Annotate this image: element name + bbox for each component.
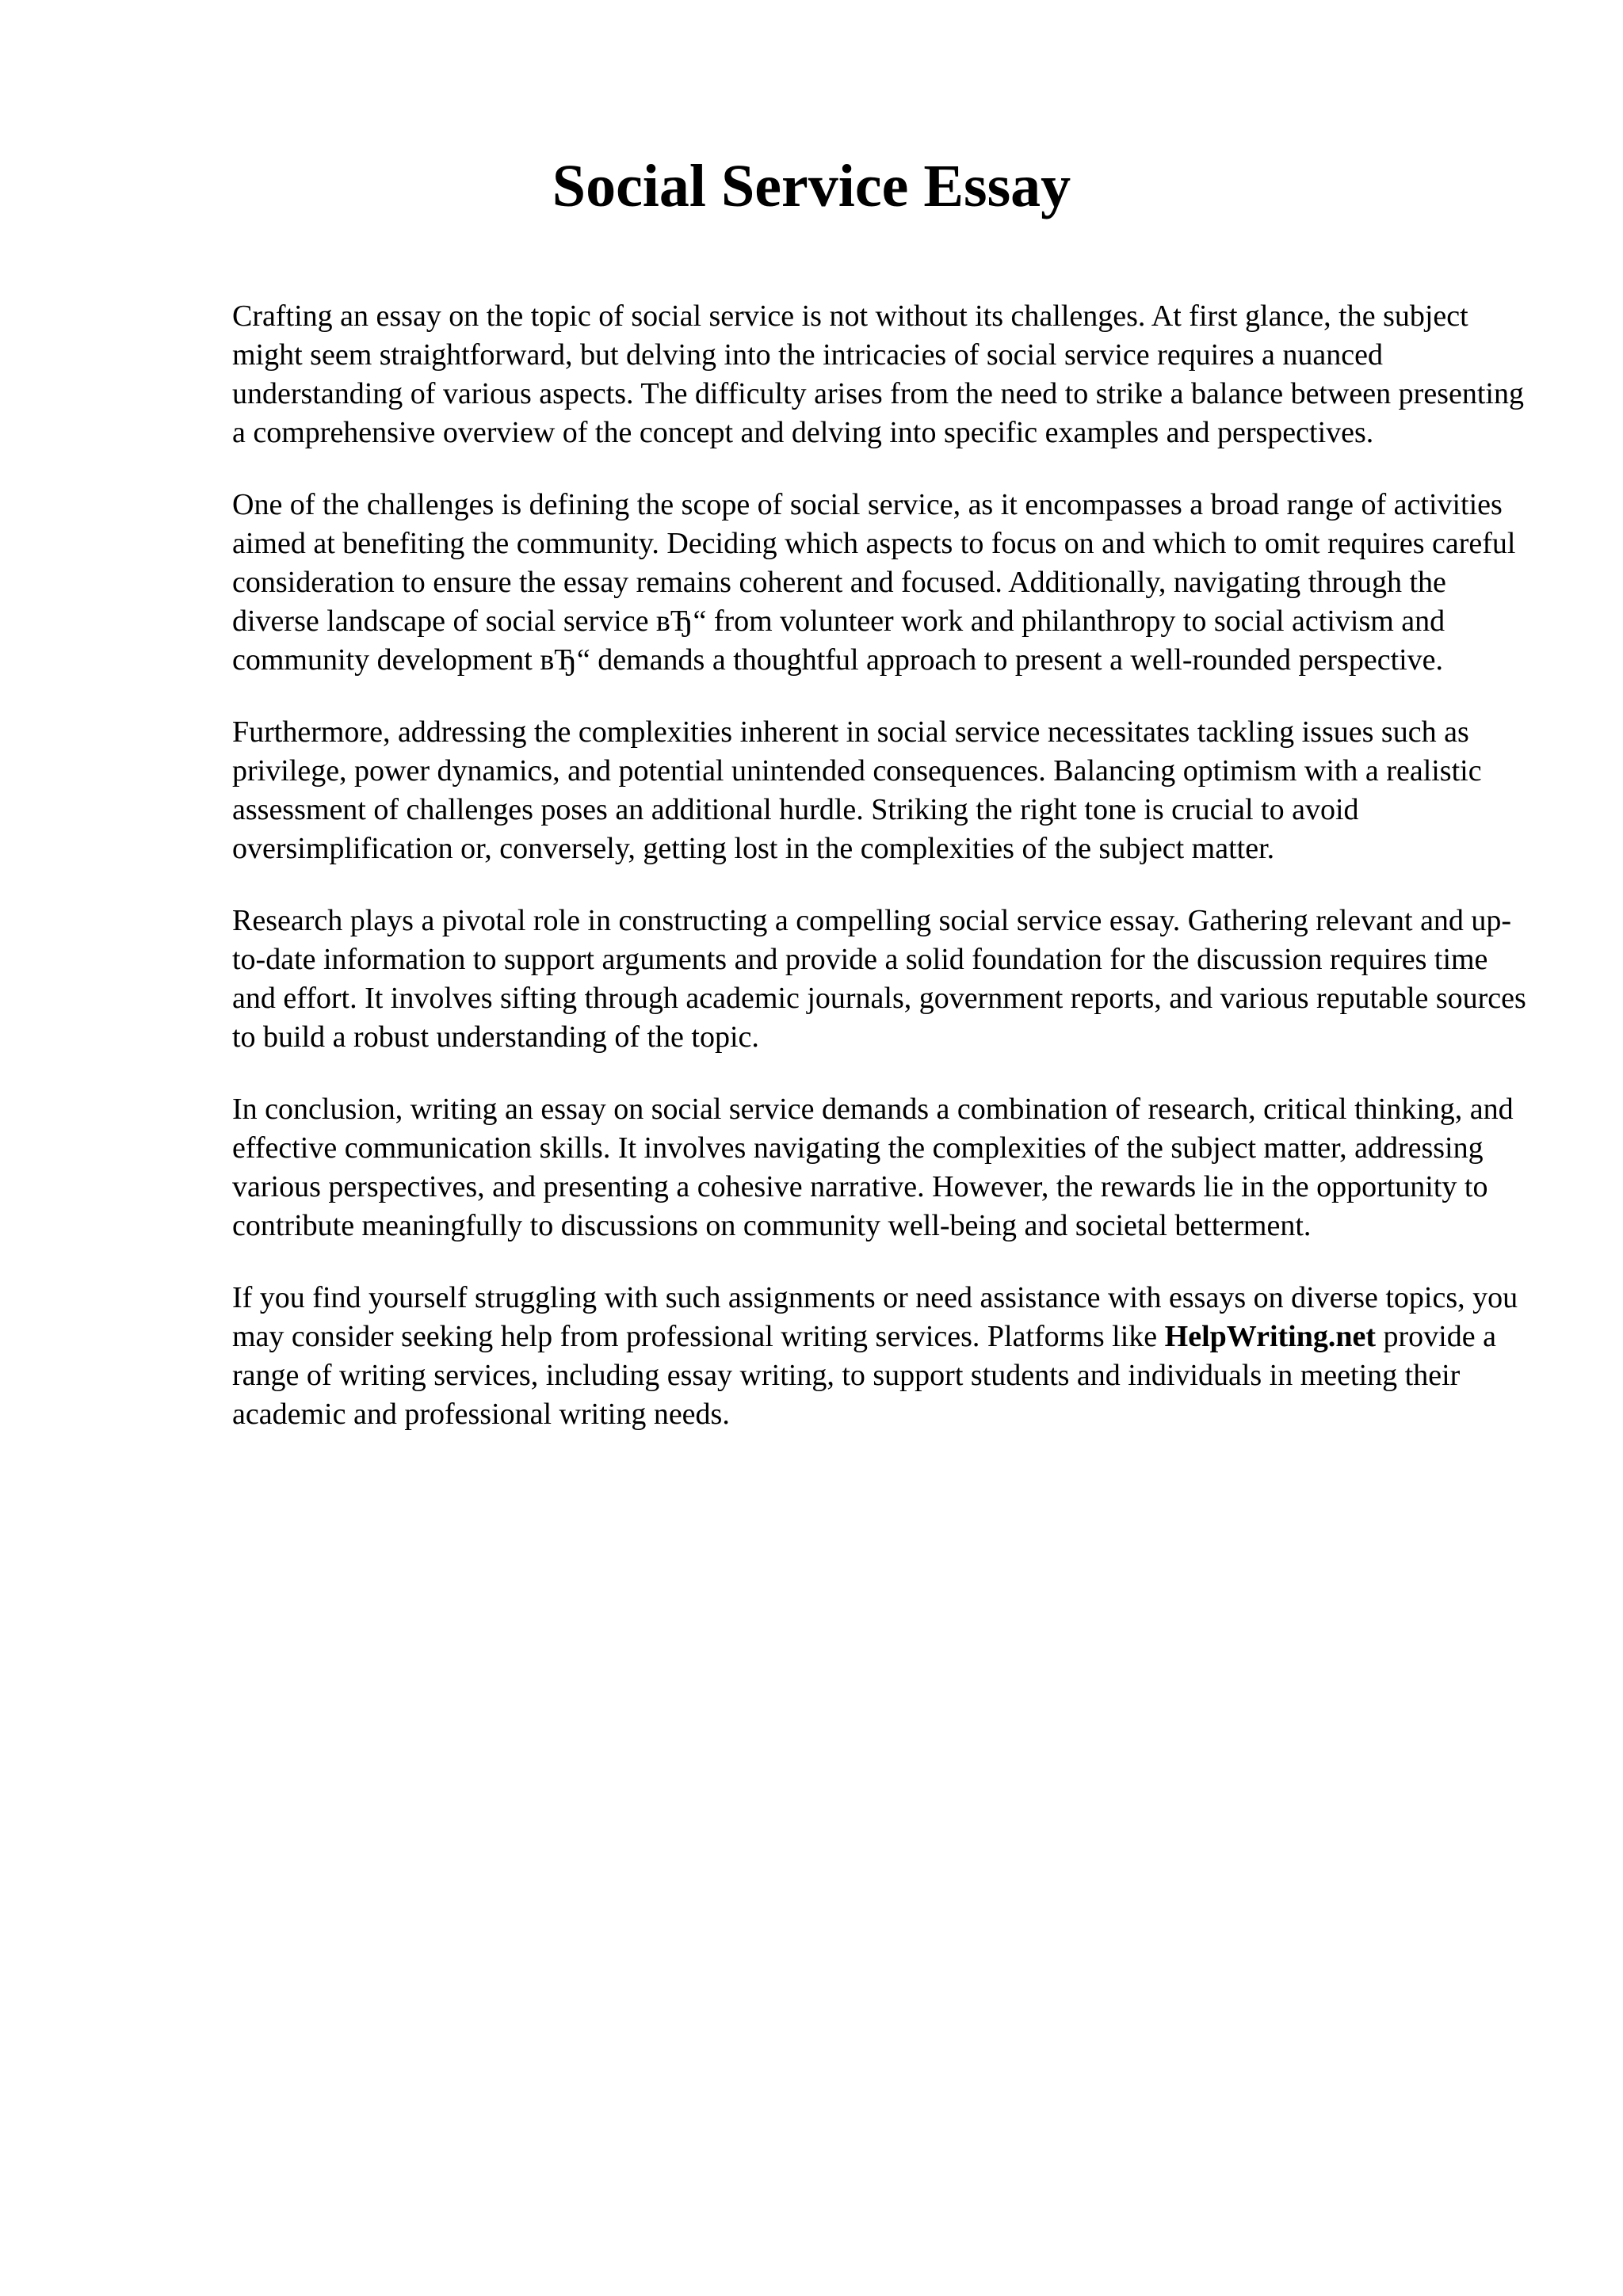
paragraph-scope: One of the challenges is defining the scope of social service, as it encompasses a broad range of activities aimed at benefiting the community. Deciding which aspects to focus on and which to omit requires careful consideration to ensure the essay remains coherent and focused. Additionally, navigating through the diverse landscape of social service вЂ“ from volunteer work and philanthropy to social activism and community development вЂ“ demands a thoughtful approach to present a well-rounded perspective. [232,488,1516,677]
closing-text-after: provide a range of writing services, including essay writing, to support students and individuals in meeting their academic and professional writing needs. [232,1320,1496,1431]
paragraph-research: Research plays a pivotal role in constructing a compelling social service essay. Gathering relevant and up-to-date information to support arguments and provide a solid foundation for the discussion requires time and effort. It involves sifting through academic journals, government reports, and various reputable sources to build a robust understanding of the topic. [232,904,1526,1054]
page-title: Social Service Essay [552,153,1071,219]
essay-body [232,297,1532,1467]
paragraph-intro: Crafting an essay on the topic of social service is not without its challenges. At first glance, the subject might seem straightforward, but delving into the intricacies of social service requires a nuanced understanding of various aspects. The difficulty arises from the need to strike a balance between presenting a comprehensive overview of the concept and delving into specific examples and perspectives. [232,299,1524,449]
paragraph-complexities: Furthermore, addressing the complexities inherent in social service necessitates tackling issues such as privilege, power dynamics, and potential unintended consequences. Balancing optimism with a realistic assessment of challenges poses an additional hurdle. Striking the right tone is crucial to avoid oversimplification or, conversely, getting lost in the complexities of the subject matter. [232,715,1482,865]
paragraph-conclusion: In conclusion, writing an essay on social service demands a combination of research, critical thinking, and effective communication skills. It involves navigating the complexities of the subject matter, addressing various perspectives, and presenting a cohesive narrative. However, the rewards lie in the opportunity to contribute meaningfully to discussions on community well-being and societal betterment. [232,1093,1514,1242]
paragraph-closing [232,1279,1532,1434]
brand-name: HelpWriting.net [1164,1320,1377,1353]
closing-text-before: If you find yourself struggling with such assignments or need assistance with essays on diverse topics, you may consider seeking help from professional writing services. Platforms like [232,1281,1518,1353]
